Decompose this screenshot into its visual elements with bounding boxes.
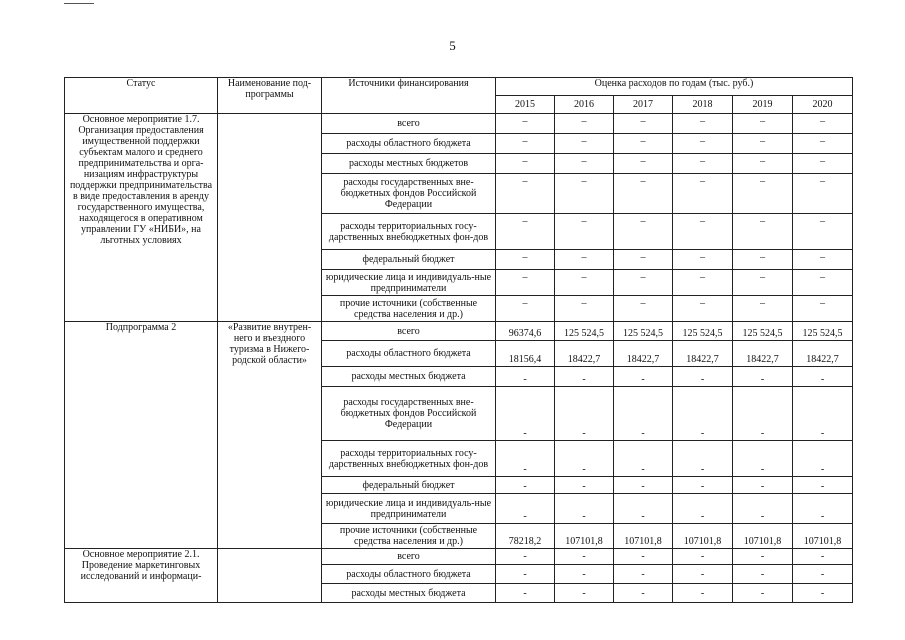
source-cell: расходы областного бюджета xyxy=(322,565,496,584)
value-cell: 18422,7 xyxy=(614,341,673,367)
source-cell: юридические лица и индивидуаль-ные предприниматели xyxy=(322,494,496,524)
value-cell: – xyxy=(733,174,793,214)
value-cell: – xyxy=(733,214,793,250)
value-cell: – xyxy=(496,174,555,214)
value-cell: 125 524,5 xyxy=(793,322,853,341)
value-cell: 18422,7 xyxy=(733,341,793,367)
year-header: 2017 xyxy=(614,96,673,114)
value-cell: - xyxy=(733,549,793,565)
table-row xyxy=(65,549,853,565)
source-cell: прочие источники (собственные средства населения и др.) xyxy=(322,524,496,549)
value-cell: – xyxy=(555,296,614,322)
value-cell: - xyxy=(733,494,793,524)
value-cell: - xyxy=(555,584,614,603)
value-cell: - xyxy=(733,477,793,494)
value-cell: - xyxy=(733,584,793,603)
value-cell: - xyxy=(555,565,614,584)
status-cell: Основное мероприятие 1.7. Организация предоставления имущественной поддержки субъектам малого и среднего предпринимательства и орга-низациям инфраструктуры поддержки предпринимательства в виде предоставления в аренду государственного имущества, находящегося в оперативном управлении ГУ «НИБИ», на льготных условиях xyxy=(65,114,218,322)
value-cell: – xyxy=(733,134,793,154)
value-cell: 18422,7 xyxy=(673,341,733,367)
value-cell: - xyxy=(673,549,733,565)
year-header: 2016 xyxy=(555,96,614,114)
value-cell: – xyxy=(793,134,853,154)
value-cell: - xyxy=(496,477,555,494)
value-cell: – xyxy=(673,154,733,174)
value-cell: – xyxy=(496,214,555,250)
source-cell: расходы местных бюджетов xyxy=(322,154,496,174)
value-cell: – xyxy=(496,154,555,174)
value-cell: – xyxy=(614,296,673,322)
value-cell: - xyxy=(614,441,673,477)
value-cell: - xyxy=(673,584,733,603)
header-sources: Источники финансирования xyxy=(322,78,496,114)
source-cell: всего xyxy=(322,322,496,341)
value-cell: – xyxy=(793,296,853,322)
table-row xyxy=(65,114,853,134)
value-cell: - xyxy=(793,387,853,441)
value-cell: – xyxy=(614,270,673,296)
value-cell: – xyxy=(496,114,555,134)
value-cell: – xyxy=(555,250,614,270)
value-cell: - xyxy=(793,549,853,565)
source-cell: расходы областного бюджета xyxy=(322,134,496,154)
source-cell: расходы местных бюджета xyxy=(322,584,496,603)
value-cell: - xyxy=(555,549,614,565)
value-cell: 107101,8 xyxy=(555,524,614,549)
value-cell: – xyxy=(555,214,614,250)
value-cell: – xyxy=(555,174,614,214)
value-cell: – xyxy=(673,250,733,270)
value-cell: – xyxy=(614,250,673,270)
value-cell: - xyxy=(793,477,853,494)
value-cell: – xyxy=(733,296,793,322)
budget-table xyxy=(64,77,853,603)
value-cell: 125 524,5 xyxy=(614,322,673,341)
value-cell: 18422,7 xyxy=(555,341,614,367)
header-estimate: Оценка расходов по годам (тыс. руб.) xyxy=(496,78,853,96)
source-cell: расходы местных бюджета xyxy=(322,367,496,387)
value-cell: - xyxy=(793,441,853,477)
value-cell: – xyxy=(555,134,614,154)
value-cell: – xyxy=(793,174,853,214)
value-cell: 18156,4 xyxy=(496,341,555,367)
value-cell: - xyxy=(733,367,793,387)
table-row xyxy=(65,322,853,341)
header-row xyxy=(65,78,853,96)
value-cell: - xyxy=(673,387,733,441)
value-cell: - xyxy=(673,441,733,477)
status-cell: Основное мероприятие 2.1. Проведение маркетинговых исследований и информаци- xyxy=(65,549,218,603)
value-cell: - xyxy=(673,367,733,387)
subprogram-cell xyxy=(218,549,322,603)
value-cell: 125 524,5 xyxy=(733,322,793,341)
year-header: 2015 xyxy=(496,96,555,114)
value-cell: – xyxy=(673,134,733,154)
value-cell: - xyxy=(673,565,733,584)
value-cell: – xyxy=(793,154,853,174)
value-cell: - xyxy=(673,477,733,494)
value-cell: 107101,8 xyxy=(673,524,733,549)
value-cell: - xyxy=(614,367,673,387)
source-cell: федеральный бюджет xyxy=(322,477,496,494)
source-cell: всего xyxy=(322,549,496,565)
value-cell: - xyxy=(733,387,793,441)
value-cell: 125 524,5 xyxy=(673,322,733,341)
year-header: 2019 xyxy=(733,96,793,114)
value-cell: – xyxy=(614,114,673,134)
source-cell: всего xyxy=(322,114,496,134)
value-cell: - xyxy=(555,441,614,477)
value-cell: - xyxy=(496,367,555,387)
value-cell: – xyxy=(793,114,853,134)
source-cell: расходы территориальных госу-дарственных внебюджетных фон-дов xyxy=(322,441,496,477)
value-cell: - xyxy=(496,494,555,524)
value-cell: - xyxy=(496,441,555,477)
value-cell: 18422,7 xyxy=(793,341,853,367)
value-cell: 107101,8 xyxy=(733,524,793,549)
value-cell: - xyxy=(614,494,673,524)
value-cell: 96374,6 xyxy=(496,322,555,341)
value-cell: - xyxy=(614,549,673,565)
value-cell: - xyxy=(496,387,555,441)
value-cell: – xyxy=(733,154,793,174)
source-cell: расходы государственных вне-бюджетных фондов Российской Федерации xyxy=(322,174,496,214)
value-cell: - xyxy=(673,494,733,524)
page-number: 5 xyxy=(449,38,456,53)
source-cell: федеральный бюджет xyxy=(322,250,496,270)
value-cell: - xyxy=(614,584,673,603)
value-cell: – xyxy=(793,270,853,296)
value-cell: – xyxy=(673,114,733,134)
value-cell: - xyxy=(614,477,673,494)
value-cell: - xyxy=(793,565,853,584)
value-cell: - xyxy=(733,441,793,477)
header-subprogram: Наименование под-программы xyxy=(218,78,322,114)
value-cell: - xyxy=(555,477,614,494)
table-body xyxy=(65,114,853,603)
value-cell: - xyxy=(614,387,673,441)
status-cell: Подпрограмма 2 xyxy=(65,322,218,549)
value-cell: – xyxy=(673,296,733,322)
value-cell: – xyxy=(555,154,614,174)
value-cell: – xyxy=(555,114,614,134)
value-cell: – xyxy=(614,214,673,250)
value-cell: – xyxy=(673,214,733,250)
value-cell: - xyxy=(793,367,853,387)
value-cell: - xyxy=(496,549,555,565)
value-cell: 78218,2 xyxy=(496,524,555,549)
value-cell: – xyxy=(733,250,793,270)
value-cell: - xyxy=(555,387,614,441)
value-cell: 107101,8 xyxy=(793,524,853,549)
value-cell: – xyxy=(496,270,555,296)
value-cell: - xyxy=(496,565,555,584)
source-cell: расходы областного бюджета xyxy=(322,341,496,367)
year-header: 2018 xyxy=(673,96,733,114)
value-cell: - xyxy=(733,565,793,584)
value-cell: - xyxy=(496,584,555,603)
value-cell: – xyxy=(673,174,733,214)
value-cell: - xyxy=(793,494,853,524)
value-cell: – xyxy=(793,214,853,250)
value-cell: 125 524,5 xyxy=(555,322,614,341)
subprogram-cell xyxy=(218,114,322,322)
value-cell: – xyxy=(496,296,555,322)
value-cell: – xyxy=(673,270,733,296)
value-cell: – xyxy=(733,114,793,134)
value-cell: 107101,8 xyxy=(614,524,673,549)
value-cell: - xyxy=(614,565,673,584)
value-cell: - xyxy=(555,494,614,524)
source-cell: юридические лица и индивидуаль-ные предприниматели xyxy=(322,270,496,296)
value-cell: – xyxy=(555,270,614,296)
header-status: Статус xyxy=(65,78,218,114)
value-cell: – xyxy=(733,270,793,296)
value-cell: – xyxy=(496,250,555,270)
value-cell: - xyxy=(555,367,614,387)
top-rule xyxy=(64,3,94,4)
source-cell: расходы государственных вне-бюджетных фондов Российской Федерации xyxy=(322,387,496,441)
year-header: 2020 xyxy=(793,96,853,114)
source-cell: расходы территориальных госу-дарственных внебюджетных фон-дов xyxy=(322,214,496,250)
source-cell: прочие источники (собственные средства населения и др.) xyxy=(322,296,496,322)
value-cell: – xyxy=(793,250,853,270)
value-cell: – xyxy=(614,134,673,154)
value-cell: - xyxy=(793,584,853,603)
value-cell: – xyxy=(496,134,555,154)
subprogram-cell: «Развитие внутрен-него и въездного туризма в Нижего-родской области» xyxy=(218,322,322,549)
value-cell: – xyxy=(614,174,673,214)
value-cell: – xyxy=(614,154,673,174)
